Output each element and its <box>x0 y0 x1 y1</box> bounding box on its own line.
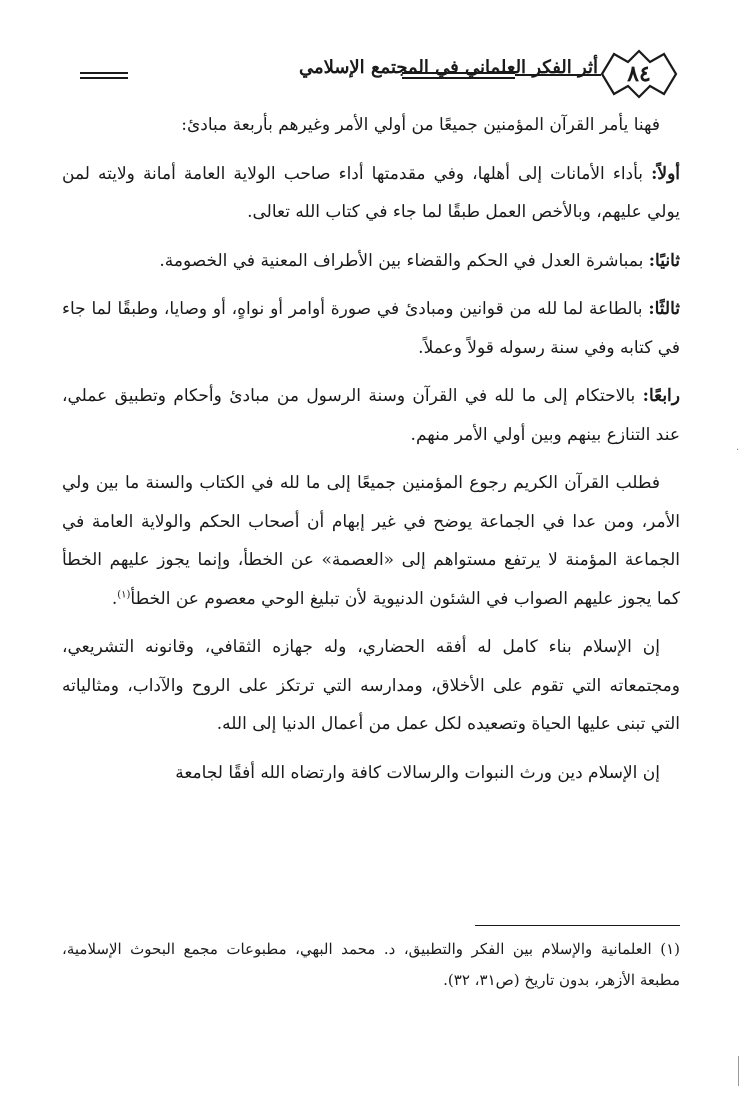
header-rule <box>80 77 128 79</box>
paragraph-text: بالاحتكام إلى ما لله في القرآن وسنة الرسول من مبادئ وأحكام وتطبيق عملي، عند التنازع بينهم وبين أولي الأمر منهم. <box>62 386 680 445</box>
body-text <box>62 106 680 802</box>
paragraph-text: فهنا يأمر القرآن المؤمنين جميعًا من أولي الأمر وغيرهم بأربعة مبادئ: <box>181 115 660 135</box>
running-title: أثر الفكر العلماني في المجتمع الإسلامي <box>298 57 598 78</box>
paragraph <box>62 290 680 367</box>
header-rule <box>402 72 515 74</box>
page-number: ٨٤ <box>627 61 651 87</box>
paragraph-text: إن الإسلام بناء كامل له أفقه الحضاري، وله جهازه الثقافي، وقانونه التشريعي، ومجتمعاته التي تقوم على الأخلاق، ومدارسه التي ترتكز على الروح والآداب، ومثالياته التي تبنى عليها الحياة وتصعيده لكل عمل من أعمال الدنيا إلى الله. <box>62 637 680 734</box>
footnote-reference: (١) <box>117 588 131 600</box>
footnote-separator <box>475 925 680 926</box>
paragraph <box>62 464 680 618</box>
paragraph-lead: ثانيًا: <box>648 250 680 271</box>
paragraph-text: بأداء الأمانات إلى أهلها، وفي مقدمتها أداء صاحب الولاية العامة أمانة ولايته لمن يولي عليهم، وبالأخص العمل طبقًا لما جاء في كتاب الله تعالى. <box>62 163 680 222</box>
paragraph-lead: ثالثًا: <box>648 299 680 319</box>
paragraph-text: فطلب القرآن الكريم رجوع المؤمنين جميعًا إلى ما لله في الكتاب والسنة ما بين ولي الأمر، ومن عدا في الجماعة يوضح في غير إبهام أن أصحاب الحكم والولاية العامة في الجماعة المؤمنة لا يرتفع مستواهم إلى «العصمة» عن الخطأ، وإنما يجوز عليهم الخطأ كما يجوز عليهم الصواب في الشئون الدنيوية لأن تبليغ الوحي معصوم عن الخطأ <box>62 473 680 609</box>
paragraph <box>62 628 680 744</box>
paragraph <box>62 155 680 232</box>
paragraph-text: بالطاعة لما لله من قوانين ومبادئ في صورة أوامر أو نواهٍ، أو وصايا، وطبقًا لما جاء في كتابه وفي سنة رسوله قولاً وعملاً. <box>62 299 680 358</box>
header-rule <box>80 72 128 74</box>
footnote: (١) العلمانية والإسلام بين الفكر والتطبيق، د. محمد البهي، مطبوعات مجمع البحوث الإسلامية، مطبعة الأزهر، بدون تاريخ (ص٣١، ٣٢). <box>62 940 680 989</box>
paragraph <box>62 377 680 454</box>
paragraph <box>62 242 680 281</box>
page-header <box>80 48 680 100</box>
paragraph <box>62 754 680 793</box>
paragraph-text: إن الإسلام دين ورث النبوات والرسالات كافة وارتضاه الله أفقًا لجامعة <box>175 762 660 783</box>
scan-edge-mark <box>738 1056 739 1086</box>
paragraph-text: بمباشرة العدل في الحكم والقضاء بين الأطراف المعنية في الخصومة. <box>159 250 649 271</box>
paragraph-text: . <box>111 588 118 609</box>
paragraph-lead: رابعًا: <box>642 386 680 406</box>
header-rule <box>402 77 515 79</box>
paragraph <box>62 106 680 145</box>
paragraph-lead: أولاً: <box>651 163 680 184</box>
scan-speck: · <box>736 445 740 456</box>
header-rule <box>515 74 601 76</box>
